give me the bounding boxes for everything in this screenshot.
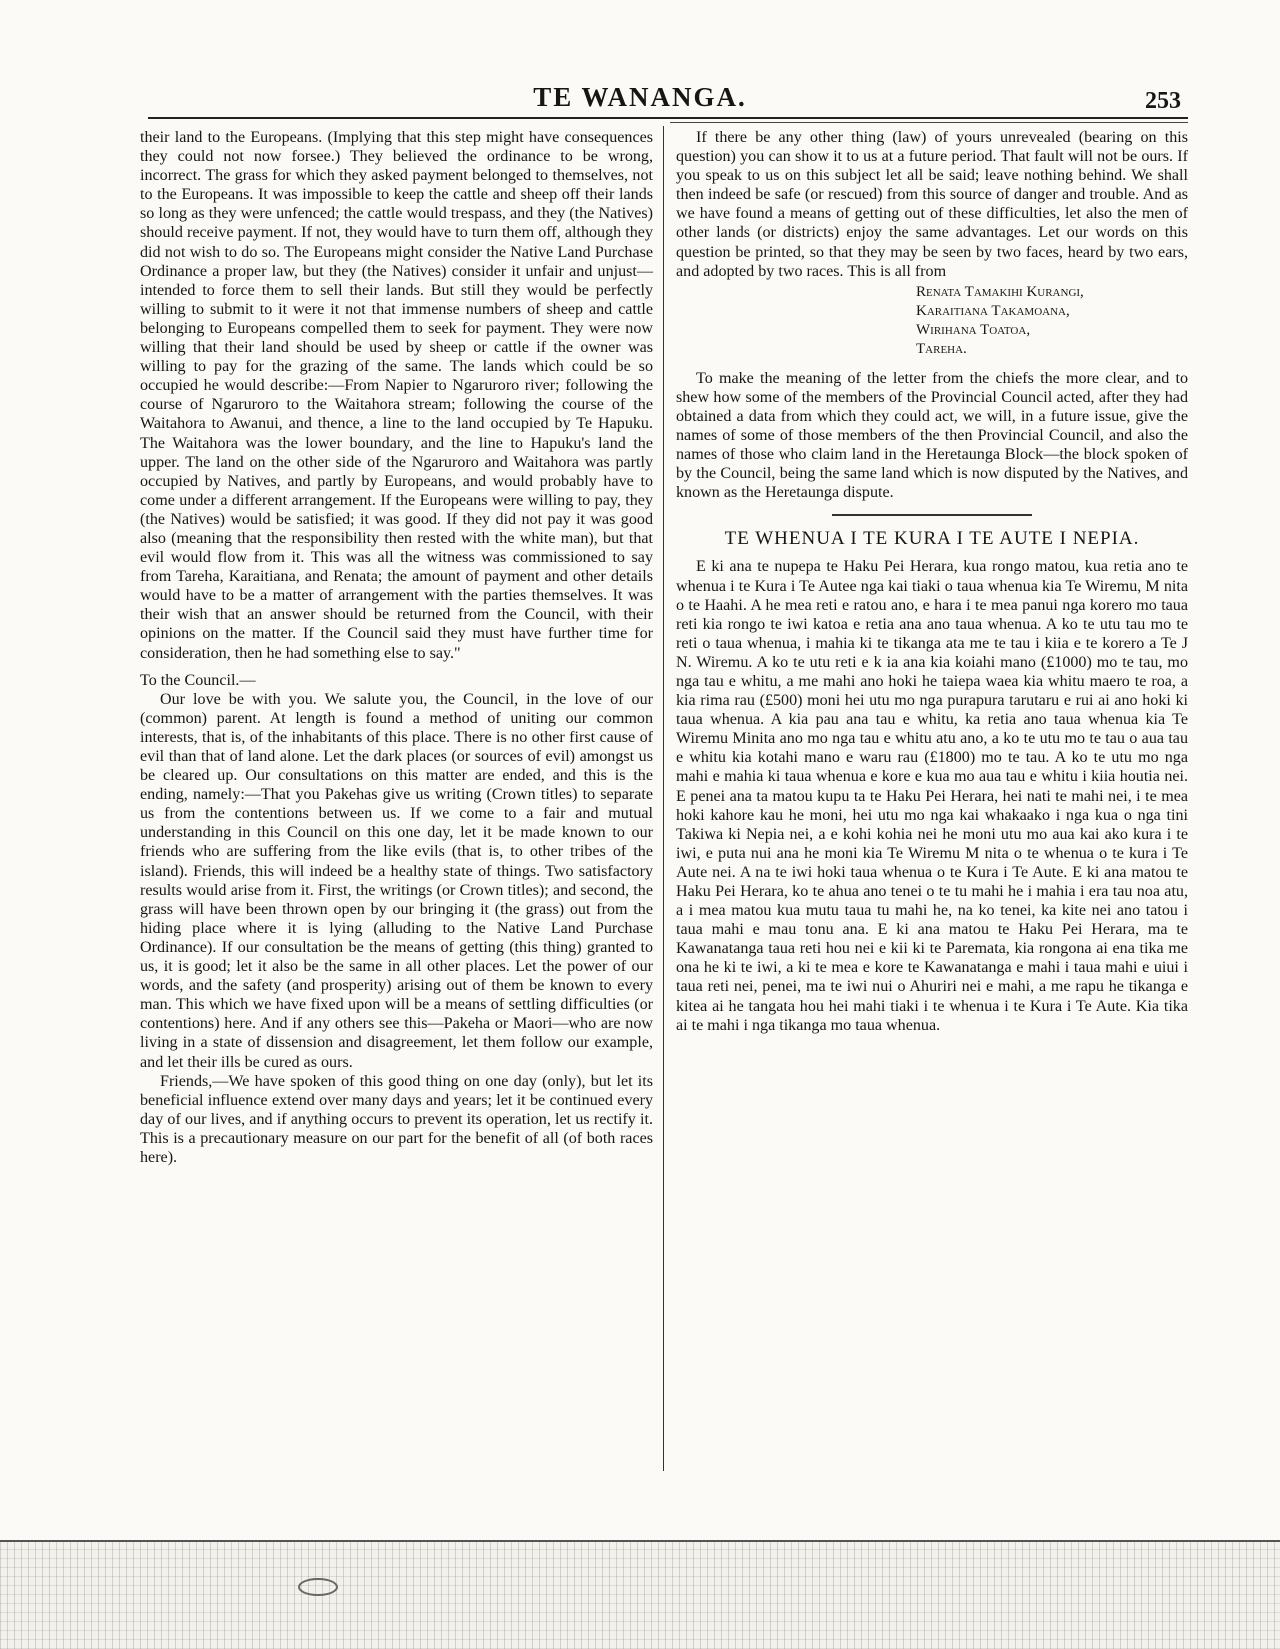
signatory: Wirihana Toatoa,: [916, 321, 1031, 338]
left-paragraph-friends: Friends,—We have spoken of this good thing on one day (only), but let its beneficial influence extend over many days and years; let it be continued every day of our lives, and if anything occurs to prevent its operation, let us rectify it. This is a precautionary measure on our part for the benefit of all (of both races here).: [140, 1072, 653, 1166]
left-column: [140, 128, 653, 1167]
scan-ornament: [298, 1578, 338, 1596]
section-divider: [832, 514, 1032, 516]
signatories-block: [916, 283, 1188, 359]
letter-salutation: To the Council.—: [140, 671, 256, 689]
column-divider: [663, 126, 664, 1471]
scan-bottom-edge: [0, 1540, 1280, 1649]
left-paragraph-evidence: their land to the Europeans. (Implying that this step might have consequences they could not now forsee.) They believed the ordinance to be wrong, incorrect. The grass for which they asked payment belonged to themselves, not to the Europeans. It was impossible to keep the cattle and sheep off their lands so long as they were unfenced; the cattle would trespass, and they (the Natives) should receive payment. If not, they would have to turn them off, although they did not wish to do so. The Europeans might consider the Native Land Purchase Ordinance a proper law, but they (the Natives) consider it unfair and unjust—intended to force them to sell their lands. But still they would be perfectly willing to submit to it were it not that immense numbers of sheep and cattle belonging to Europeans compelled them to seek for payment. They were now willing that their land should be used by sheep or cattle if the owner was willing to pay for the grazing of the same. The lands which could be so occupied he would describe:—From Napier to Ngaruroro river; following the course of Ngaruroro to the Waitahora stream; following the course of the Waitahora to Awanui, and thence, a line to the land occupied by Te Hapuku. The Waitahora was the lower boundary, and the line to Hapuku's land the upper. The land on the other side of the Ngaruroro and Waitahora was partly occupied by Natives, and partly by Europeans, and would probably have to come under a different arrangement. If the Europeans were willing to pay, they (the Natives) would be satisfied; it was good. If they did not pay it was good also (meaning that the responsibility then rested with the white man), but that evil would flow from it. This was all the witness was commissioned to say from Tareha, Karaitiana, and Renata; the amount of payment and other details would have to be a matter of arrangement with the parties themselves. It was their wish that an answer should be returned from the Council, with their opinions on the matter. If the Council said they must have further time for consideration, then he had something else to say.": [140, 129, 653, 662]
header-rule-secondary: [670, 122, 1188, 123]
signatory: Renata Tamakihi Kurangi,: [916, 283, 1084, 300]
right-column: [676, 128, 1188, 1035]
header-rule: [148, 117, 1188, 119]
newspaper-title: TE WANANGA.: [533, 82, 747, 112]
left-paragraph-letter: Our love be with you. We salute you, the Council, in the love of our (common) parent. At length is found a method of uniting our common interests, that is, of the inhabitants of this place. There is no other first cause of evil than that of land alone. Let the dark places (or sources of evil) amongst us be cleared up. Our consultations on this matter are ended, and this is the ending, namely:—That you Pakehas give us writing (Crown titles) to separate us from the contentions between us. If we come to a fair and mutual understanding in this Council on this one day, let it be made known to our friends who are suffering from the like evils (that is, to other tribes of the island). Friends, this will indeed be a healthy state of things. Two satisfactory results would arise from it. First, the writings (or Crown titles); and second, the grass will have been thrown open by our bringing it (the grass) out from the hiding place where it is lying (alluding to the Native Land Purchase Ordinance). If our consultation be the means of getting (this thing) granted to us, it is good; let it also be the same in all other places. Let the power of our words, and the safety (and prosperity) arising out of them be known to every man. This which we have fixed upon will be a means of settling difficulties (or contentions) here. And if any others see this—Pakeha or Maori—who are now living in a state of dissension and disagreement, let them follow our example, and let their ills be cured as ours.: [140, 690, 653, 1071]
right-paragraph-editorial: To make the meaning of the letter from the chiefs the more clear, and to shew how some of the members of the Provincial Council acted, after they had obtained a data from which they could act, we will, in a future issue, give the names of some of those members of the then Provincial Council, and also the names of those who claim land in the Heretaunga Block—the block spoken of by the Council, being the same land which is now disputed by the Natives, and known as the Heretaunga dispute.: [676, 369, 1188, 502]
page-number: 253: [1145, 88, 1181, 114]
signatory: Karaitiana Takamoana,: [916, 302, 1070, 319]
section-heading: TE WHENUA I TE KURA I TE AUTE I NEPIA.: [724, 528, 1140, 550]
right-paragraph-letter-end: If there be any other thing (law) of yours unrevealed (bearing on this question) you can show it to us at a future period. That fault will not be ours. If you speak to us on this subject let all be said; leave nothing behind. We shall then indeed be safe (or rescued) from this source of danger and trouble. And as we have found a means of getting out of these difficulties, let also the men of other lands (or districts) enjoy the same advantages. Let our words on this question be printed, so that they may be seen by two faces, heard by two ears, and adopted by two races. This is all from: [676, 129, 1188, 280]
right-paragraph-maori-article: E ki ana te nupepa te Haku Pei Herara, kua rongo matou, kua retia ano te whenua i te Kura i Te Autee nga kai tiaki o taua whenua kia Te Wiremu, M nita o te Haahi. A he mea reti e ratou ano, e hara i te mea panui nga korero mo taua reti kia rongo te iwi katoa e retia ana ano taua whenua. A ko te utu tau mo te reti o taua whenua, i mahia ki te tikanga ata me te tau i kiia e te korero a Te J N. Wiremu. A ko te utu reti e k ia ana kia koiahi mano (£1000) mo te tau, mo nga tau e whitu, a me mahi ano hoki he taiepa waea kia whitu maero te roa, a kia rima rau (£500) moni hei utu mo nga purapura tarutaru e rui ai ano hoki ki taua whenua. A kia pau ana tau e whitu, ka retia ano taua whenua kia Te Wiremu Minita ano mo nga tau e whitu atu ano, a ko te utu mo te tau o aua tau e whitu kia kotahi mano e waru rau (£1800) mo te tau. A ko te utu mo nga mahi e mahia ki taua whenua e kore e kua mo aua tau e whitu i kiia houtia nei. E penei ana ta matou kupu ta te Haku Pei Herara, hei nati te mahi nei, i te mea hoki kahore kau he moni, hei utu mo nga kai whakaako i nga kua o nga tini Takiwa ki Nepia nei, a e kohi kohia nei he moni utu mo aua kai ako kura i te iwi, e puta nui ana he moni kia Te Wiremu M nita o te whenua o te kura i Te Aute nei. A na te iwi hoki taua whenua o te Kura i Te Aute. E ki ana matou te Haku Pei Herara, ko te ahua ano tenei o te tu mahi he i mahia i era tau noa atu, a i mea matou kua mutu taua tu mahi he, na ko tenei, ka kite nei ano tatou i taua mahi e mau tonu ana. E ki ana matou te Haku Pei Herara, ma te Kawanatanga taua reti hou nei e kii ki te Paremata, kia rongona ai ena tika me ona he ki te iwi, a ki te mea e kore te Kawanatanga e mahi i taua mahi e uiui i taua reti nei, penei, ma te iwi nui o Ahuriri nei e mahi, a me rapu he tikanga e kitea ai he tangata hou hei mahi tiaki i te whenua i te Kura i Te Aute. Kia tika ai te mahi i nga tikanga mo taua whenua.: [676, 558, 1188, 1034]
signatory: Tareha.: [916, 340, 967, 357]
